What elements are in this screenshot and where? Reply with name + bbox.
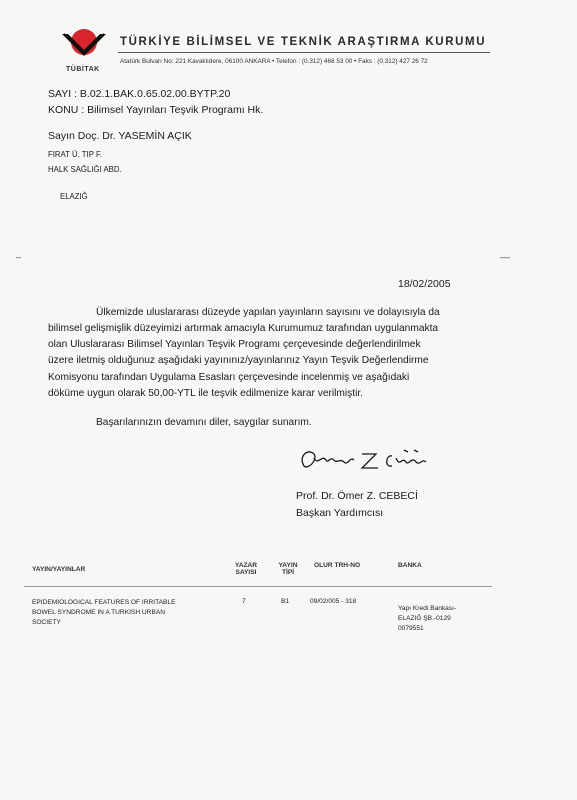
letter-date: 18/02/2005 xyxy=(398,278,451,290)
left-fold-mark: – xyxy=(16,252,22,262)
body-line: Komisyonu tarafından Uygulama Esasları çerçevesinde incelenmiş ve aşağıdaki xyxy=(48,372,410,383)
header-publication-type: YAYIN TİPİ xyxy=(278,562,298,576)
signatory-name: Prof. Dr. Ömer Z. CEBECİ xyxy=(296,490,418,502)
publication-title: EPIDEMIOLOGICAL FEATURES OF IRRITABLE BOWEL SYNDROME IN A TURKISH URBAN SOCIETY xyxy=(32,599,176,626)
reference-number: SAYI : B.02.1.BAK.0.65.02.00.BYTP.20 xyxy=(48,88,231,100)
bank-info: Yapı Kredi Bankası- ELAZIĞ ŞB.-0129 0079551 xyxy=(398,605,457,632)
body-line: olan Uluslararası Bilimsel Yayınları Teşvik Programı çerçevesinde değerlendirilmek xyxy=(48,339,421,350)
approval-date-number: 09/02/005 - 318 xyxy=(310,598,357,605)
subject-line: KONU : Bilimsel Yayınları Teşvik Programı Hk. xyxy=(48,104,264,116)
organization-address: Atatürk Bulvarı No: 221 Kavaklıdere, 06100 ANKARA • Telefon : (0.312) 468 53 00 • Faks : (0.312) 427 26 72 xyxy=(120,58,428,65)
signatory-title: Başkan Yardımcısı xyxy=(296,507,384,519)
table-rule xyxy=(24,586,492,587)
recipient-line-1: FIRAT Ü. TIP F. xyxy=(48,150,103,159)
recipient-line-2: HALK SAĞLIĞI ABD. xyxy=(48,165,122,174)
logo-label: TÜBİTAK xyxy=(66,66,100,73)
handwritten-signature-icon xyxy=(296,444,436,478)
right-fold-mark: –– xyxy=(500,252,511,262)
header-author-count: YAZAR SAYISI xyxy=(234,562,258,576)
author-count: 7 xyxy=(242,598,246,605)
body-line: bilimsel gelişmişlik düzeyimizi artırmak amacıyla Kurumumuz tarafından uygulanmakta xyxy=(48,323,439,334)
header-approval: OLUR TRH-NO xyxy=(314,562,361,569)
header-rule xyxy=(118,52,490,53)
publication-type: B1 xyxy=(281,598,290,605)
closing-line: Başarılarınızın devamını diler, saygılar sunarım. xyxy=(96,417,312,428)
header-bank: BANKA xyxy=(398,562,422,569)
header-publications: YAYIN/YAYINLAR xyxy=(32,566,86,573)
recipient-city: ELAZIĞ xyxy=(60,192,88,201)
body-line: üzere iletmiş olduğunuz aşağıdaki yayınınız/yayınlarınız Yayın Teşvik Değerlendirme xyxy=(48,355,429,366)
body-line: Ülkemizde uluslararası düzeyde yapılan yayınların sayısını ve dolayısıyla da xyxy=(96,307,440,318)
organization-name: TÜRKİYE BİLİMSEL VE TEKNİK ARAŞTIRMA KURUMU xyxy=(120,36,487,48)
body-line: döküme uygun olarak 50,00-YTL ile teşvik edilmenize karar verilmiştir. xyxy=(48,388,364,399)
recipient-name: Sayın Doç. Dr. YASEMİN AÇIK xyxy=(48,130,192,142)
tubitak-logo-icon xyxy=(60,26,108,70)
